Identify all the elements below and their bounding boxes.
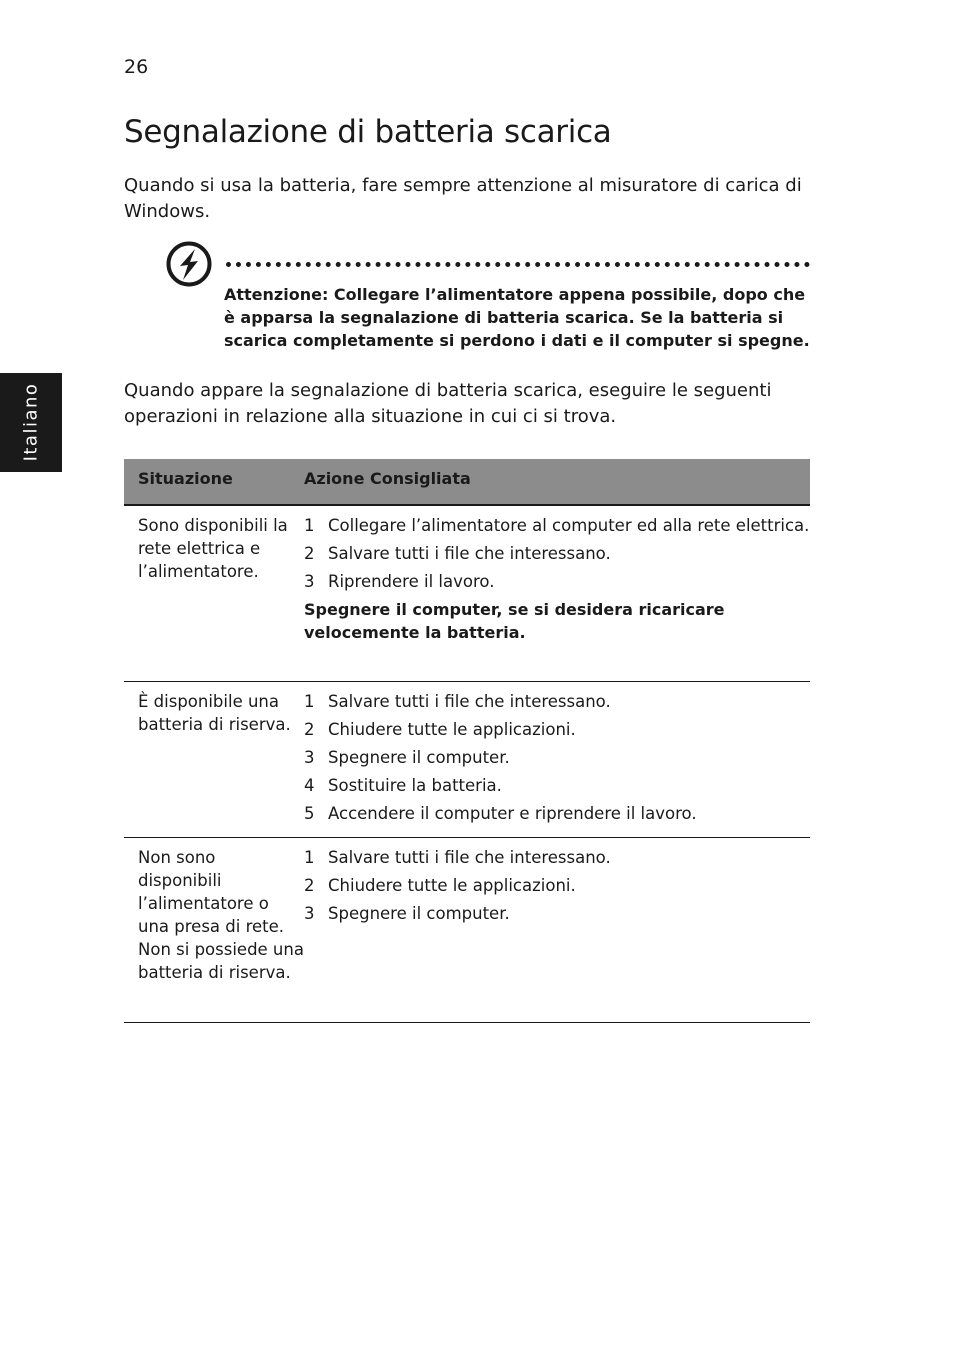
step-text: Chiudere tutte le applicazioni. bbox=[328, 720, 576, 739]
action-cell bbox=[304, 506, 810, 681]
warning-text: Attenzione: Collegare l’alimentatore appena possibile, dopo che è apparsa la segnalazione di batteria scarica. Se la batteria si scarica completamente si perdono i dati e il computer si spegne. bbox=[224, 285, 810, 350]
action-cell bbox=[304, 682, 810, 837]
language-side-tab bbox=[0, 373, 62, 472]
step-item bbox=[304, 902, 810, 925]
step-text: Spegnere il computer. bbox=[328, 904, 510, 923]
step-text: Spegnere il computer. bbox=[328, 748, 510, 767]
warning-divider bbox=[226, 262, 810, 267]
step-item bbox=[304, 746, 810, 769]
action-cell bbox=[304, 838, 810, 1022]
table-row bbox=[124, 838, 810, 1023]
language-label: Italiano bbox=[20, 382, 42, 462]
table-row bbox=[124, 506, 810, 682]
step-item bbox=[304, 514, 810, 537]
step-item bbox=[304, 690, 810, 713]
step-item bbox=[304, 874, 810, 897]
step-text: Salvare tutti i file che interessano. bbox=[328, 544, 611, 563]
page-number: 26 bbox=[124, 56, 149, 78]
step-item bbox=[304, 570, 810, 593]
step-number: 5 bbox=[304, 804, 315, 823]
situation-table bbox=[124, 459, 810, 1023]
step-number: 4 bbox=[304, 776, 315, 795]
step-text: Salvare tutti i file che interessano. bbox=[328, 848, 611, 867]
step-item bbox=[304, 802, 810, 825]
step-item bbox=[304, 542, 810, 565]
intro-paragraph: Quando si usa la batteria, fare sempre attenzione al misuratore di carica di Windows. bbox=[124, 175, 802, 222]
step-text: Chiudere tutte le applicazioni. bbox=[328, 876, 576, 895]
step-item bbox=[304, 774, 810, 797]
step-number: 2 bbox=[304, 720, 315, 739]
situation-cell: Non sono disponibili l’alimentatore o una presa di rete. Non si possiede una batteria di riserva. bbox=[138, 848, 304, 982]
step-text: Accendere il computer e riprendere il lavoro. bbox=[328, 804, 697, 823]
warning-lightning-icon bbox=[166, 241, 212, 287]
situation-cell: È disponibile una batteria di riserva. bbox=[138, 692, 291, 734]
step-number: 2 bbox=[304, 876, 315, 895]
situation-cell: Sono disponibili la rete elettrica e l’alimentatore. bbox=[138, 516, 288, 581]
step-number: 3 bbox=[304, 748, 315, 767]
lead-paragraph: Quando appare la segnalazione di batteria scarica, eseguire le seguenti operazioni in relazione alla situazione in cui ci si trova. bbox=[124, 380, 772, 427]
step-item bbox=[304, 846, 810, 869]
page-title: Segnalazione di batteria scarica bbox=[124, 114, 612, 150]
step-text: Sostituire la batteria. bbox=[328, 776, 502, 795]
action-note: Spegnere il computer, se si desidera ricaricare velocemente la batteria. bbox=[304, 600, 725, 642]
step-number: 1 bbox=[304, 516, 315, 535]
step-number: 1 bbox=[304, 848, 315, 867]
header-action: Azione Consigliata bbox=[304, 469, 471, 488]
step-number: 2 bbox=[304, 544, 315, 563]
table-row bbox=[124, 682, 810, 838]
step-number: 3 bbox=[304, 904, 315, 923]
step-number: 1 bbox=[304, 692, 315, 711]
step-number: 3 bbox=[304, 572, 315, 591]
step-text: Collegare l’alimentatore al computer ed alla rete elettrica. bbox=[328, 516, 810, 535]
header-situation: Situazione bbox=[138, 469, 233, 488]
step-item bbox=[304, 718, 810, 741]
table-header bbox=[124, 459, 810, 506]
step-text: Salvare tutti i file che interessano. bbox=[328, 692, 611, 711]
step-text: Riprendere il lavoro. bbox=[328, 572, 495, 591]
